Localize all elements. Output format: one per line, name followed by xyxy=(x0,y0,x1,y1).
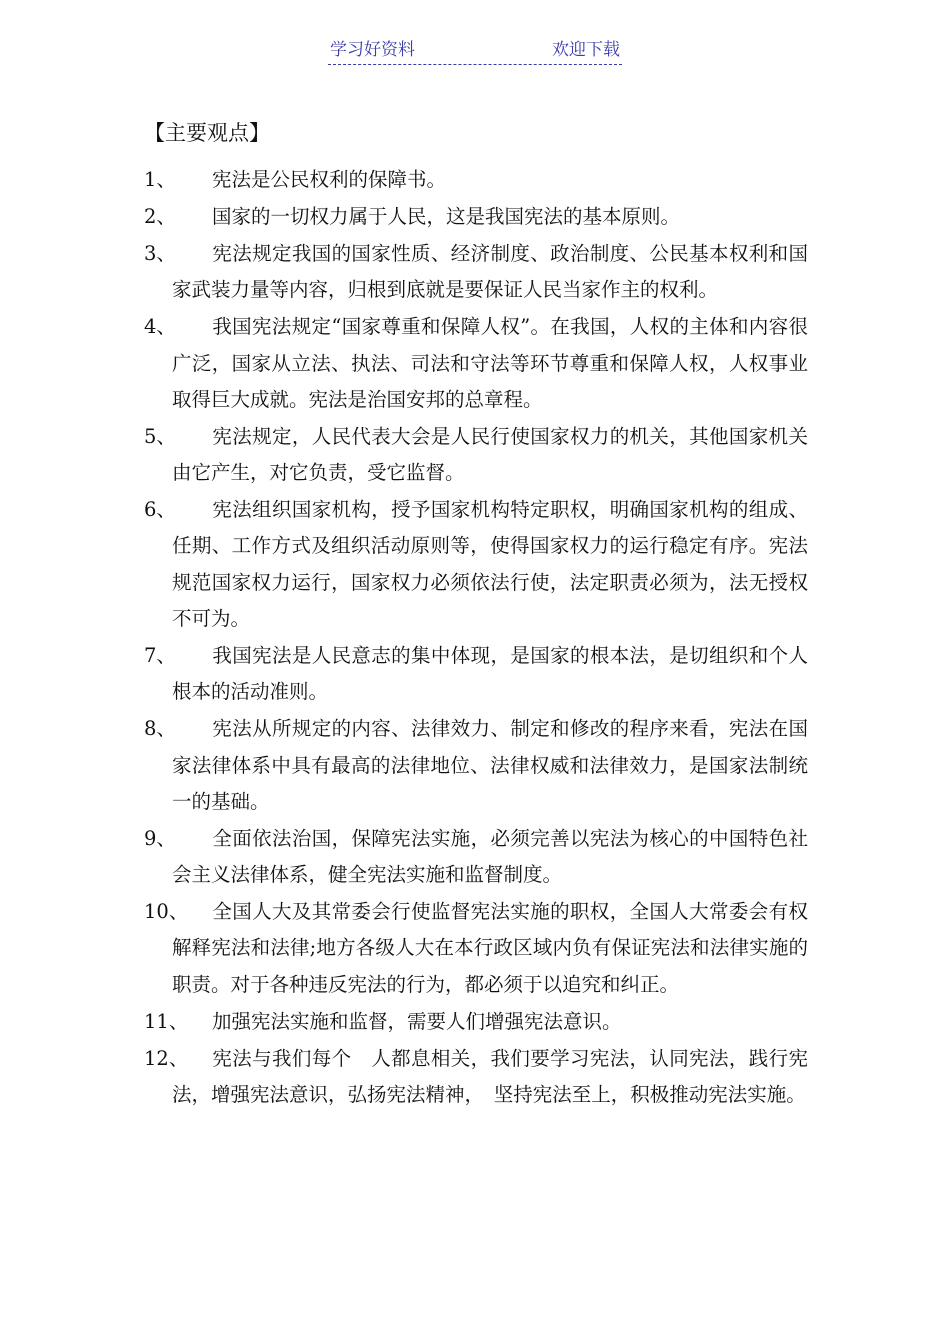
section-title: 【主要观点】 xyxy=(144,121,270,145)
item-text: 我国宪法是人民意志的集中体现，是国家的根本法，是切组织和个人根本的活动准则。 xyxy=(172,643,808,704)
list-item xyxy=(144,419,808,492)
item-number: 12、 xyxy=(144,1046,189,1070)
list-item xyxy=(144,638,808,711)
item-text: 我国宪法规定“国家尊重和保障人权”。在我国，人权的主体和内容很广泛，国家从立法、执法、司法和守法等环节尊重和保障人权，人权事业取得巨大成就。宪法是治国安邦的总章程。 xyxy=(172,315,808,411)
list-item xyxy=(144,492,808,637)
item-number: 2、 xyxy=(144,204,176,228)
header-right-text: 欢迎下载 xyxy=(552,40,620,60)
item-number: 8、 xyxy=(144,717,176,741)
item-text: 全国人大及其常委会行使监督宪法实施的职权，全国人大常委会有权解释宪法和法律;地方各级人大在本行政区域内负有保证宪法和法律实施的职责。对于各种违反宪法的行为，都必须于以追究和纠正。 xyxy=(172,900,808,996)
list-item xyxy=(144,821,808,894)
item-text: 宪法组织国家机构，授予国家机构特定职权，明确国家机构的组成、任期、工作方式及组织活动原则等，使得国家权力的运行稳定有序。宪法规范国家权力运行，国家权力必须依法行使，法定职责必须为，法无授权不可为。 xyxy=(172,498,808,630)
item-text: 国家的一切权力属于人民，这是我国宪法的基本原则。 xyxy=(212,204,681,228)
list-item xyxy=(144,199,808,235)
item-text: 宪法从所规定的内容、法律效力、制定和修改的程序来看，宪法在国家法律体系中具有最高的法律地位、法律权威和法律效力，是国家法制统一的基础。 xyxy=(172,717,808,813)
item-text: 加强宪法实施和监督，需要人们增强宪法意识。 xyxy=(212,1009,622,1033)
item-number: 4、 xyxy=(144,315,176,339)
item-number: 3、 xyxy=(144,241,176,265)
item-number: 9、 xyxy=(144,826,176,850)
item-text: 宪法与我们每个 人都息相关，我们要学习宪法，认同宪法，践行宪法，增强宪法意识，弘扬宪法精神， 坚持宪法至上，积极推动宪法实施。 xyxy=(172,1046,808,1106)
list-item xyxy=(144,1004,808,1040)
item-text: 宪法是公民权利的保障书。 xyxy=(212,168,447,191)
list-item xyxy=(144,236,808,309)
item-number: 5、 xyxy=(144,424,176,448)
item-text: 全面依法治国，保障宪法实施，必须完善以宪法为核心的中国特色社会主义法律体系，健全宪法实施和监督制度。 xyxy=(172,826,808,887)
item-number: 11、 xyxy=(144,1009,189,1033)
item-text: 宪法规定，人民代表大会是人民行使国家权力的机关，其他国家机关由它产生，对它负责，受它监督。 xyxy=(172,424,808,485)
page-header xyxy=(328,38,622,65)
list-item xyxy=(144,894,808,1003)
item-number: 10、 xyxy=(144,900,189,924)
item-number: 7、 xyxy=(144,643,176,667)
main-points-list xyxy=(144,162,808,1114)
item-text: 宪法规定我国的国家性质、经济制度、政治制度、公民基本权利和国家武装力量等内容，归根到底就是要保证人民当家作主的权利。 xyxy=(172,241,808,302)
list-item xyxy=(144,1041,808,1114)
item-number: 6、 xyxy=(144,498,176,522)
header-left-text: 学习好资料 xyxy=(330,40,415,60)
list-item xyxy=(144,711,808,820)
list-item xyxy=(144,162,808,198)
item-number: 1、 xyxy=(144,168,176,191)
list-item xyxy=(144,309,808,418)
